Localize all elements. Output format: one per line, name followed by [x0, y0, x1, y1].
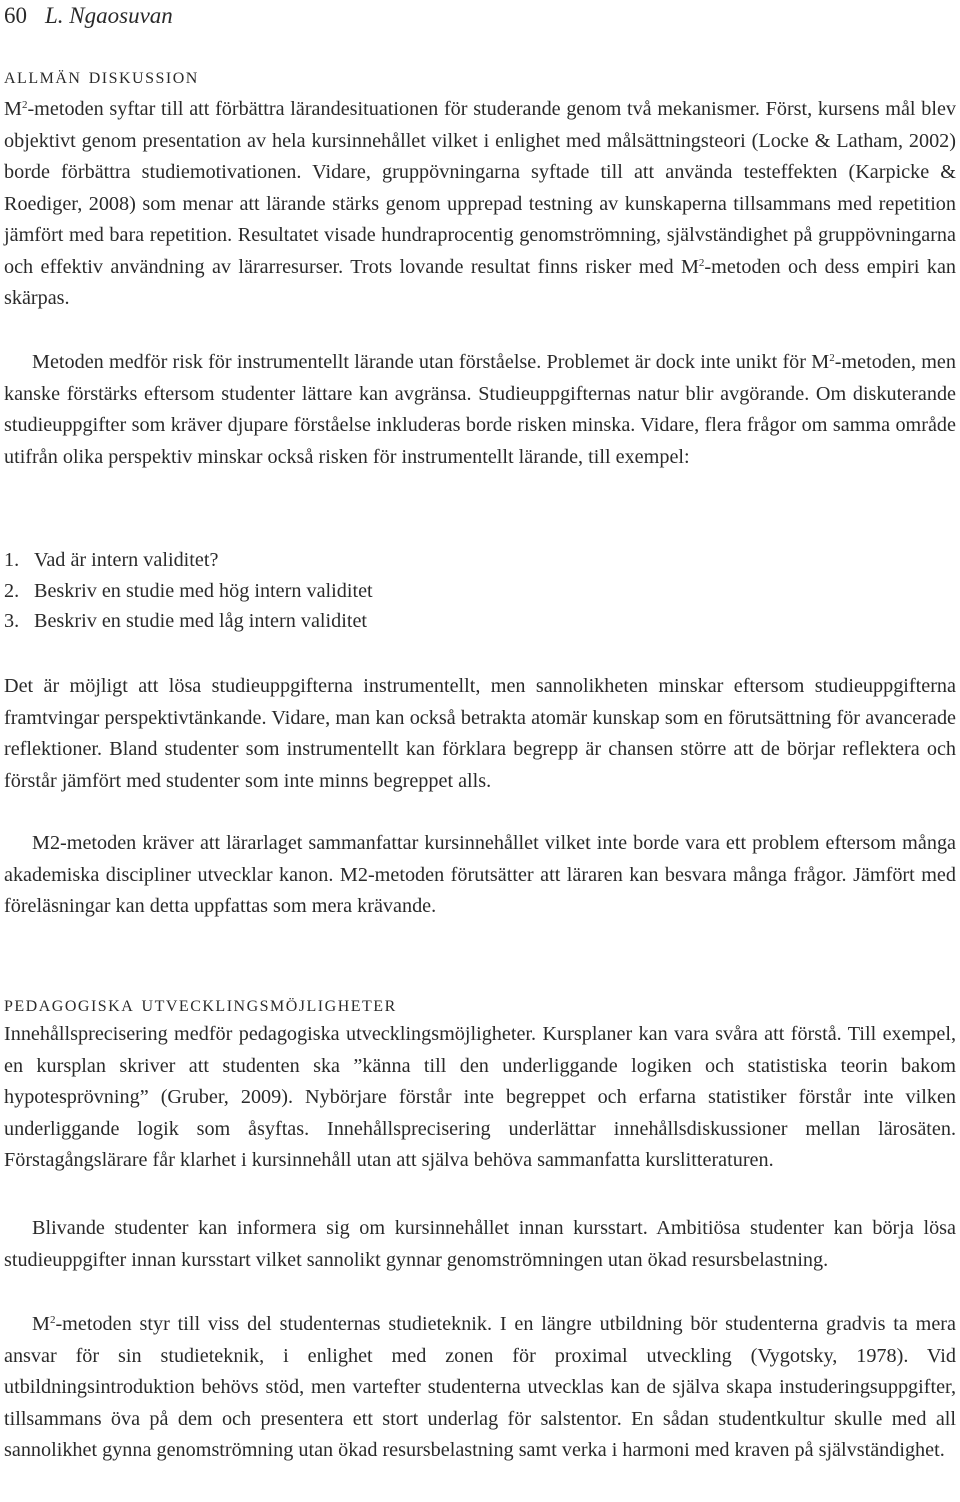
section-heading-general-discussion: allmän diskussion — [4, 63, 199, 88]
paragraph-text: M — [4, 98, 22, 120]
paragraph-text: -metoden, men kanske förstärks eftersom studenter lättare kan avgränsa. Studieuppgifternas natur blir avgörande. Om diskuterande studieuppgifter som kräver djupare förståelse inkluderas borde risken minska. Vidare, flera frågor om samma område utifrån olika perspektiv minskar också risken för instrumentellt lärande, till exempel: — [4, 351, 956, 468]
paragraph: M2-metoden kräver att lärarlaget sammanfattar kursinnehållet vilket inte borde vara ett problem eftersom många akademiska discipliner utvecklar kanon. M2-metoden förutsätter att läraren kan besvara många frågor. Jämfört med föreläsningar kan detta uppfattas som mera krävande. — [4, 832, 956, 917]
list-item — [4, 576, 373, 607]
running-head-author: L. Ngaosuvan — [45, 3, 173, 28]
list-item-text: Beskriv en studie med låg intern validitet — [34, 610, 368, 632]
paragraph: Blivande studenter kan informera sig om kursinnehållet innan kursstart. Ambitiösa studenter kan börja lösa studieuppgifter innan kursstart vilket sannolikt gynnar genomströmningen utan ökad resursbelastning. — [4, 1217, 956, 1271]
paragraph-text: -metoden och dess empiri kan skärpas. — [4, 255, 956, 309]
list-number: 2. — [4, 579, 20, 602]
section-heading-pedagogical-development: pedagogiska utvecklingsmöjligheter — [4, 991, 397, 1016]
list-item-text: Beskriv en studie med hög intern validitet — [34, 579, 373, 602]
paragraph — [4, 94, 956, 315]
running-head — [4, 2, 173, 30]
list-item — [4, 545, 373, 576]
superscript: 2 — [21, 99, 28, 112]
paragraph — [4, 1309, 956, 1467]
page-number: 60 — [4, 3, 27, 28]
paragraph: Innehållsprecisering medför pedagogiska utvecklingsmöjligheter. Kursplaner kan vara svåra att förstå. Till exempel, en kursplan skriver att studenten ska ”känna till den underliggande logiken och statistiska teorin bakom hypotesprövning” (Gruber, 2009). Nybörjare förstår inte begreppet och erfarna statistiker förstår inte vilken underliggande logik som åsyftas. Innehållsprecisering underlättar innehållsdiskussioner mellan lärosäten. Förstagångslärare får klarhet i kursinnehåll utan att själva behöva sammanfatta kurslitteraturen. — [4, 1023, 956, 1171]
list-number: 3. — [4, 610, 20, 632]
paragraph-text: -metoden syftar till att förbättra lärandesituationen för studerande genom två mekanismer. Först, kursens mål blev objektivt genom presentation av hela kursinnehållet vilket i enlighet med målsättningsteori (Locke & Latham, 2002) borde förbättra studiemotivationen. Vidare, gruppövningarna syftade till att använda testeffekten (Karpicke & Roediger, 2008) som menar att lärande stärks genom upprepad testning av kunskaperna tillsammans med repetition jämfört med bara repetition. Resultatet visade hundraprocentig genomströmning, självständighet på gruppövningarna och effektiv användning av lärarresurser. Trots lovande resultat finns risker med M — [4, 98, 956, 278]
numbered-list — [4, 545, 373, 637]
list-item-text: Vad är intern validitet? — [34, 549, 219, 571]
paragraph-text: -metoden styr till viss del studenternas studieteknik. I en längre utbildning bör studenterna gradvis ta mera ansvar för sin studieteknik, i enlighet med zonen för proximal utveckling (Vygotsky, 1978). Vid utbildningsintroduktion behövs stöd, men vartefter studenterna utvecklas kan de själva skapa instuderingsuppgifter, tillsammans öva på dem och presentera ett stort underlag för salstentor. En sådan studentkultur skulle med all sannolikhet gynna genomströmning utan ökad resursbelastning samt verka i harmoni med kraven på självständighet. — [4, 1313, 956, 1461]
superscript: 2 — [829, 352, 835, 365]
paragraph-text: Metoden medför risk för instrumentellt lärande utan förståelse. Problemet är dock inte unikt för M — [32, 351, 830, 373]
paragraph — [4, 347, 956, 473]
superscript: 2 — [49, 1314, 56, 1327]
list-number: 1. — [4, 549, 20, 571]
paragraph-text: M — [32, 1313, 50, 1335]
superscript: 2 — [698, 256, 705, 269]
paragraph: Det är möjligt att lösa studieuppgifterna instrumentellt, men sannolikheten minskar eftersom studieuppgifterna framtvingar perspektivtänkande. Vidare, man kan också betrakta atomär kunskap som en förutsättning för avancerade reflektioner. Bland studenter som instrumentellt kan förklara begrepp är chansen större att de börjar reflektera och förstår jämfört med studenter som inte minns begreppet alls. — [4, 675, 956, 792]
list-item — [4, 606, 373, 637]
